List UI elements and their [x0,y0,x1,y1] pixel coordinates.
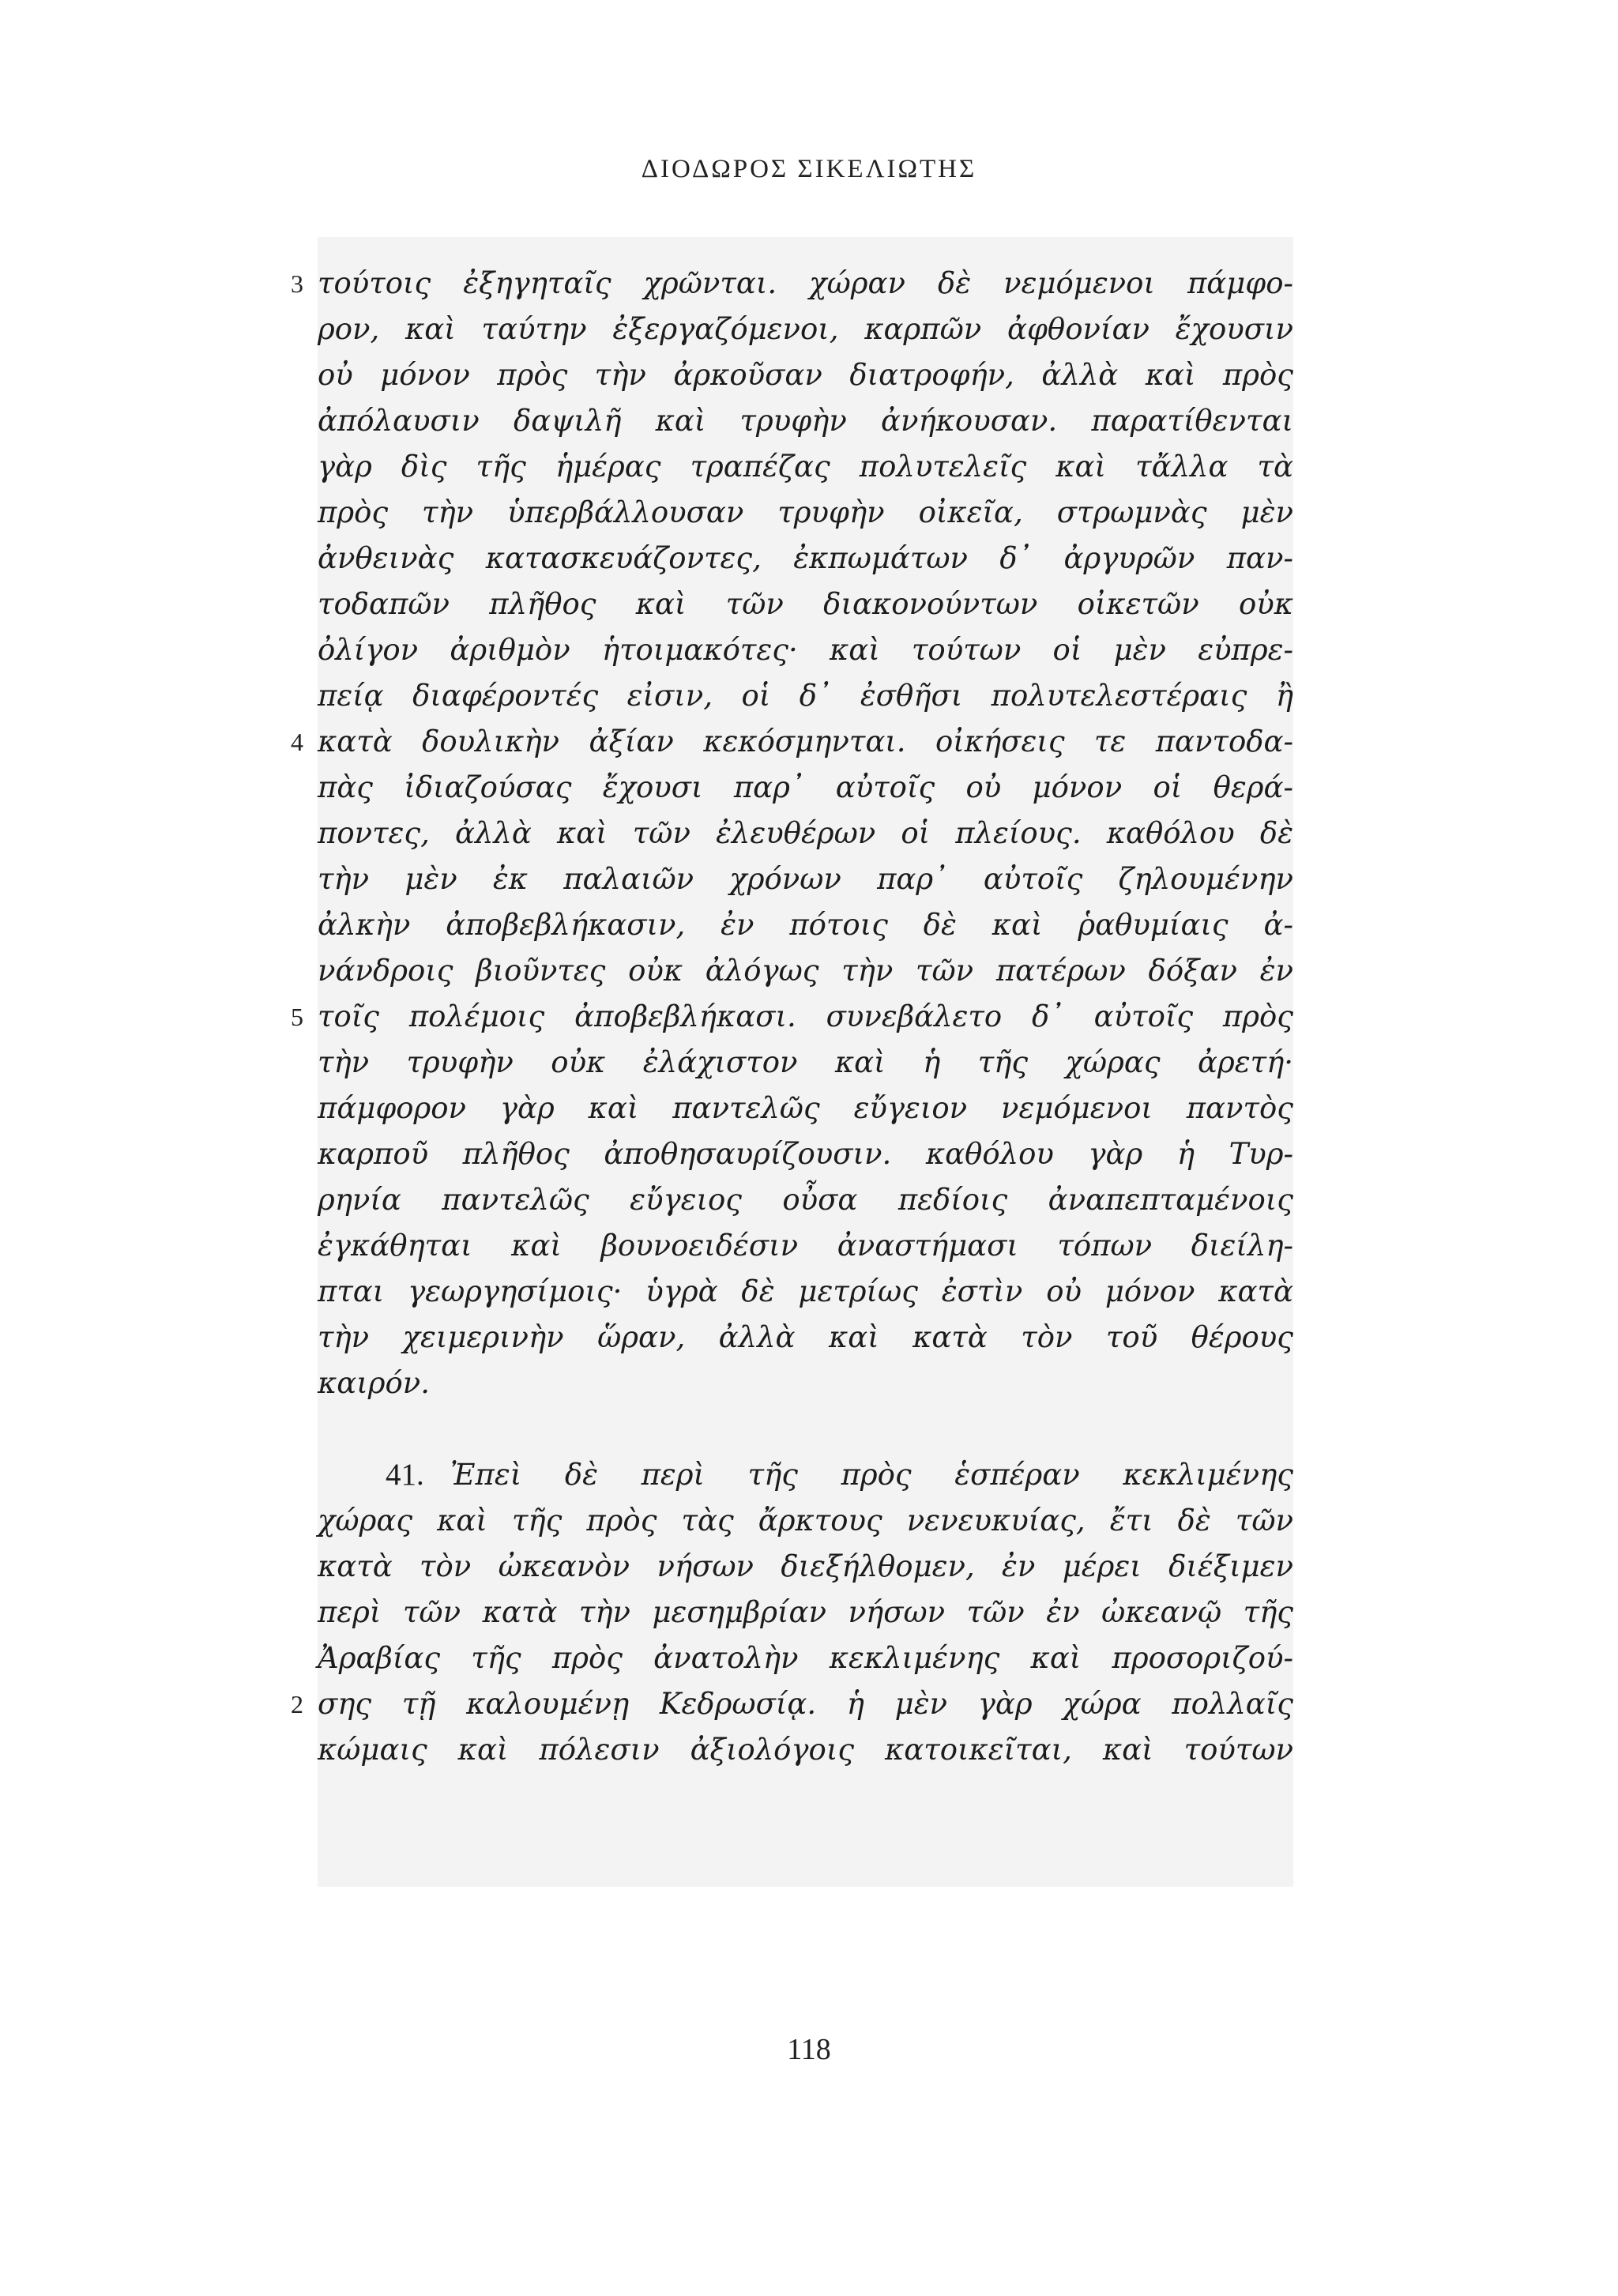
line-text: κατὰ δουλικὴν ἀξίαν κεκόσμηνται. οἰκήσεις τε παντοδα- [318,725,1293,758]
line-text: ἀπόλαυσιν δαψιλῆ καὶ τρυφὴν ἀνήκουσαν. παρατίθενται [318,404,1293,438]
line-text: χώρας καὶ τῆς πρὸς τὰς ἄρκτους νενευκυίας, ἔτι δὲ τῶν [318,1504,1293,1538]
text-line [318,1498,1293,1544]
line-text: πρὸς τὴν ὑπερβάλλουσαν τρυφὴν οἰκεῖα, στρωμνὰς μὲν [318,495,1293,529]
text-line [318,765,1293,811]
text-line [318,1177,1293,1223]
line-text: τὴν μὲν ἐκ παλαιῶν χρόνων παρ᾽ αὐτοῖς ζηλουμένην [318,862,1293,896]
text-line [318,444,1293,490]
chapter-number: 41. [386,1458,424,1492]
text-line [318,856,1293,902]
text-line [318,1223,1293,1269]
line-text: γὰρ δὶς τῆς ἡμέρας τραπέζας πολυτελεῖς καὶ τἄλλα τὰ [318,450,1293,484]
line-text: πάμφορον γὰρ καὶ παντελῶς εὔγειον νεμόμενοι παντὸς [318,1091,1293,1125]
text-line [318,1544,1293,1590]
line-text: ἐγκάθηται καὶ βουνοειδέσιν ἀναστήμασι τόπων διείλη- [318,1229,1293,1263]
text-line [291,994,1293,1040]
running-head: ΔΙΟΔΩΡΟΣ ΣΙΚΕΛΙΩΤΗΣ [641,155,977,183]
text-line [318,1590,1293,1635]
line-text: ρον, καὶ ταύτην ἐξεργαζόμενοι, καρπῶν ἀφθονίαν ἔχουσιν [318,312,1293,346]
text-line [318,1269,1293,1315]
text-line [318,948,1293,994]
text-line [318,902,1293,948]
text-line [318,352,1293,398]
text-line [318,627,1293,673]
line-text: τοῖς πολέμοις ἀποβεβλήκασι. συνεβάλετο δ᾽ αὐτοῖς πρὸς [318,999,1293,1033]
text-line [318,1635,1293,1681]
line-text: τὴν χειμερινὴν ὥραν, ἀλλὰ καὶ κατὰ τὸν τοῦ θέρους [318,1320,1293,1354]
line-text: νάνδροις βιοῦντες οὐκ ἀλόγως τὴν τῶν πατέρων δόξαν ἐν [318,954,1293,988]
text-block [291,237,1293,1887]
line-text: ποντες, ἀλλὰ καὶ τῶν ἐλευθέρων οἱ πλείους. καθόλου δὲ [318,816,1293,850]
line-text: τὴν τρυφὴν οὐκ ἐλάχιστον καὶ ἡ τῆς χώρας ἀρετή· [318,1045,1293,1079]
text-line [318,1361,1293,1406]
text-line [291,261,1293,307]
text-line [318,1040,1293,1086]
text-line [318,398,1293,444]
text-line [318,536,1293,582]
text-line [318,1727,1293,1773]
text-line [318,673,1293,719]
text-line [318,1086,1293,1131]
line-text: πείᾳ διαφέροντές εἰσιν, οἱ δ᾽ ἐσθῆσι πολυτελεστέραις ἢ [318,679,1293,713]
text-line [318,1315,1293,1361]
text-line [318,1131,1293,1177]
line-text: ὀλίγον ἀριθμὸν ἡτοιμακότες· καὶ τούτων οἱ μὲν εὐπρε- [318,633,1293,667]
line-text: πὰς ἰδιαζούσας ἔχουσι παρ᾽ αὐτοῖς οὐ μόνον οἱ θερά- [318,770,1293,804]
text-line [318,582,1293,627]
line-text: ἀνθεινὰς κατασκευάζοντες, ἐκπωμάτων δ᾽ ἀργυρῶν παν- [318,541,1293,575]
section-number: 3 [291,269,303,298]
text-line [291,1681,1293,1727]
text-line [318,307,1293,352]
chapter-first-line [318,1452,1293,1498]
line-text: Ἐπεὶ δὲ περὶ τῆς πρὸς ἑσπέραν κεκλιμένης [450,1458,1293,1492]
section-number: 2 [291,1690,303,1718]
line-text: ἀλκὴν ἀποβεβλήκασιν, ἐν πότοις δὲ καὶ ῥαθυμίαις ἀ- [318,908,1293,942]
line-text: πται γεωργησίμοις· ὑγρὰ δὲ μετρίως ἐστὶν οὐ μόνον κατὰ [318,1274,1293,1308]
line-text: ρηνία παντελῶς εὔγειος οὖσα πεδίοις ἀναπεπταμένοις [318,1183,1293,1217]
text-line [291,719,1293,765]
line-text: κατὰ τὸν ὠκεανὸν νήσων διεξήλθομεν, ἐν μέρει διέξιμεν [318,1549,1293,1583]
line-text: καιρόν. [318,1366,431,1400]
line-text: κώμαις καὶ πόλεσιν ἀξιολόγοις κατοικεῖται, καὶ τούτων [318,1733,1293,1767]
line-text: οὐ μόνον πρὸς τὴν ἀρκοῦσαν διατροφήν, ἀλλὰ καὶ πρὸς [318,358,1293,392]
section-number: 4 [291,728,303,756]
line-text: περὶ τῶν κατὰ τὴν μεσημβρίαν νήσων τῶν ἐν ὠκεανῷ τῆς [318,1595,1293,1629]
page-number: 118 [787,2033,831,2066]
text-line [318,811,1293,856]
line-text: τούτοις ἐξηγηταῖς χρῶνται. χώραν δὲ νεμόμενοι πάμφο- [318,266,1293,300]
text-line [318,490,1293,536]
line-text: σης τῇ καλουμένῃ Κεδρωσίᾳ. ἡ μὲν γὰρ χώρα πολλαῖς [318,1687,1293,1721]
line-text: Ἀραβίας τῆς πρὸς ἀνατολὴν κεκλιμένης καὶ προσοριζού- [318,1641,1293,1675]
line-text: τοδαπῶν πλῆθος καὶ τῶν διακονούντων οἰκετῶν οὐκ [318,587,1293,621]
section-number: 5 [291,1003,303,1031]
line-text: καρποῦ πλῆθος ἀποθησαυρίζουσιν. καθόλου γὰρ ἡ Τυρ- [318,1137,1293,1171]
